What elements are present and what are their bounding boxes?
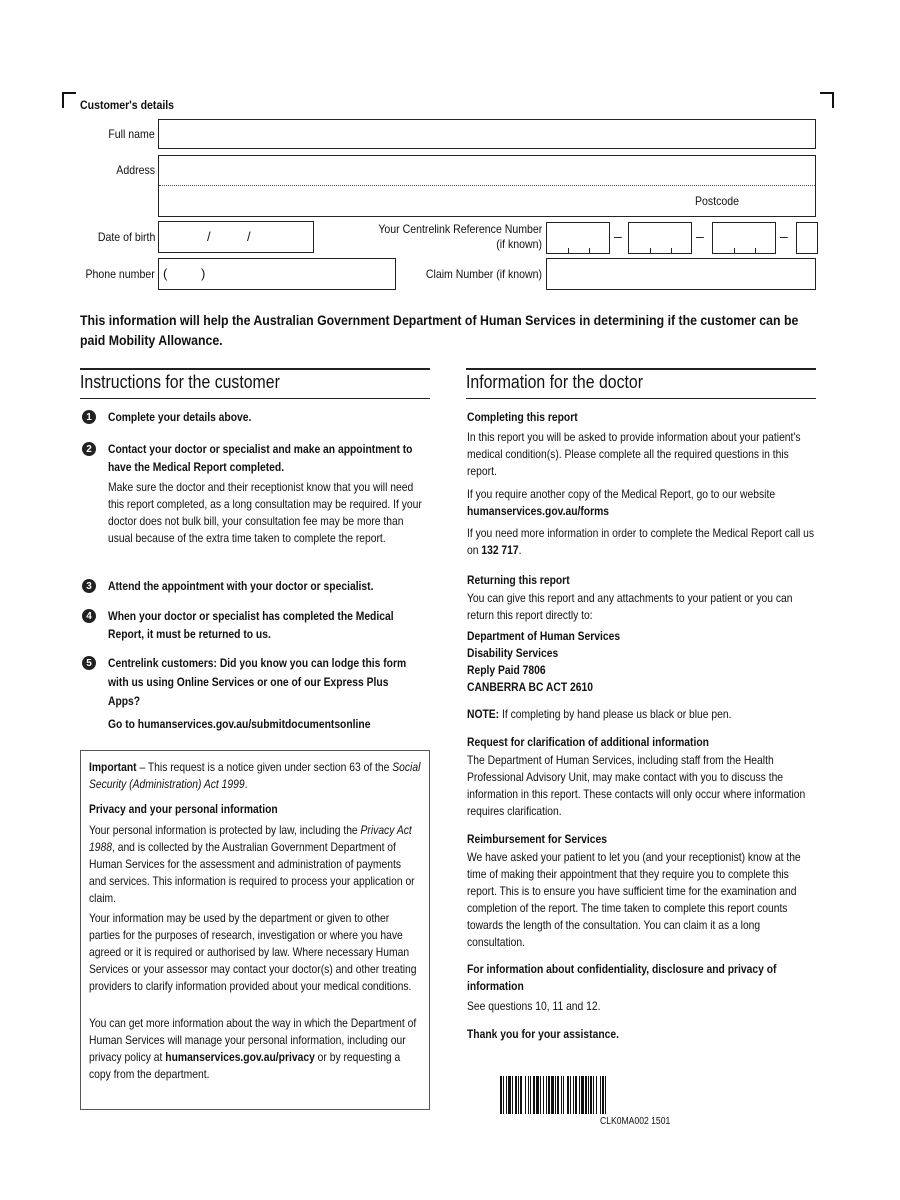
dob-separator-2: / — [247, 229, 251, 244]
barcode — [500, 1076, 710, 1116]
barcode-code: CLK0MA002 1501 — [600, 1116, 671, 1127]
customer-details-heading: Customer's details — [80, 98, 175, 112]
address-divider — [159, 185, 815, 186]
step-2-detail: Make sure the doctor and their receptionist know that you will need this report completed, as a long consultation may be required. If your doctor does not bulk bill, your consultation fee may be more than usual because of the extra time taken to complete the report. — [108, 480, 422, 545]
crn-dash-2: – — [696, 228, 704, 244]
confidentiality-paragraph: See questions 10, 11 and 12. — [467, 999, 601, 1013]
returning-paragraph: You can give this report and any attachments to your patient or you can return this report directly to: — [467, 591, 793, 622]
step-2-number: 2 — [82, 442, 96, 456]
privacy-p3-end: or by requesting a copy from the department. — [89, 1050, 401, 1081]
phone-field[interactable] — [158, 258, 396, 290]
crn-segment-4[interactable] — [796, 222, 818, 254]
privacy-p1-start: Your personal information is protected by law, including the — [89, 823, 361, 837]
return-address-line-4: CANBERRA BC ACT 2610 — [467, 680, 593, 694]
step-1-number: 1 — [82, 410, 96, 424]
step-5-number: 5 — [82, 656, 96, 670]
confidentiality-heading: For information about confidentiality, disclosure and privacy of information — [467, 962, 777, 993]
privacy-paragraph-3 — [89, 1015, 421, 1083]
reimbursement-paragraph: We have asked your patient to let you (and your receptionist) know at the time of making their appointment that they require you to complete this report. This is to ensure you have sufficient time for the examination and completion of the report. The time taken to complete this report counts towards the length of the consultation. You can claim it as a long consultation. — [467, 850, 801, 949]
note-label: NOTE: — [467, 707, 500, 721]
claim-number-field[interactable] — [546, 258, 816, 290]
postcode-label: Postcode — [694, 194, 739, 208]
important-act: Social Security (Administration) Act 1999 — [89, 760, 421, 791]
privacy-link[interactable]: humanservices.gov.au/privacy — [165, 1050, 315, 1064]
privacy-p3-start: You can get more information about the way in which the Department of Human Services will manage your personal information, including our privacy policy at — [89, 1016, 417, 1064]
customer-instructions-rule — [80, 398, 430, 399]
doctor-info-rule — [466, 398, 816, 399]
thanks-text: Thank you for your assistance. — [467, 1027, 619, 1041]
full-name-field[interactable] — [158, 119, 816, 149]
completing-paragraph-1: In this report you will be asked to provide information about your patient's medical condition(s). Please complete all the required questions in this report. — [467, 430, 801, 478]
returning-heading: Returning this report — [467, 573, 570, 587]
important-label: Important — [89, 760, 137, 774]
phone-label: Phone number — [85, 267, 155, 281]
step-5-text: Centrelink customers: Did you know you can lodge this form with us using Online Services or one of our Express Plus Apps? — [108, 656, 407, 708]
address-label: Address — [116, 163, 155, 177]
crop-mark-top-left — [62, 92, 76, 108]
completing-paragraph-2 — [467, 486, 814, 520]
return-address-line-3: Reply Paid 7806 — [467, 663, 546, 677]
phone-number: 132 717 — [481, 543, 519, 557]
important-privacy-box — [80, 750, 430, 1110]
step-2-text: Contact your doctor or specialist and make an appointment to have the Medical Report completed. — [108, 442, 413, 474]
crop-mark-top-right — [820, 92, 834, 108]
step-4-text: When your doctor or specialist has completed the Medical Report, it must be returned to us. — [108, 609, 394, 641]
return-address-line-1: Department of Human Services — [467, 629, 621, 643]
completing-p3-text: If you need more information in order to complete the Medical Report call us on — [467, 526, 815, 557]
step-1-text: Complete your details above. — [108, 410, 252, 424]
forms-link[interactable]: humanservices.gov.au/forms — [467, 504, 610, 518]
crn-label-line1: Your Centrelink Reference Number — [378, 222, 542, 236]
privacy-p1-end: , and is collected by the Australian Government Department of Human Services for the assessment and administration of payments and services. This information is required to process your application or claim. — [89, 840, 415, 905]
note-text: If completing by hand please us black or blue pen. — [499, 707, 732, 721]
phone-paren-close: ) — [201, 266, 206, 281]
phone-paren-open: ( — [163, 266, 168, 281]
doctor-info-top-rule — [466, 368, 816, 370]
reimbursement-heading: Reimbursement for Services — [467, 832, 607, 846]
completing-heading: Completing this report — [467, 410, 578, 424]
step-3-number: 3 — [82, 579, 96, 593]
crn-segment-3[interactable] — [712, 222, 776, 254]
customer-instructions-title: Instructions for the customer — [80, 372, 280, 392]
intro-text: This information will help the Australian Government Department of Human Services in determining if the customer can be paid Mobility Allowance. — [80, 312, 799, 348]
clarification-paragraph: The Department of Human Services, including staff from the Health Professional Advisory Unit, may make contact with you to discuss the information in this report. These contacts will only occur where information requires clarification. — [467, 753, 806, 818]
step-3-text: Attend the appointment with your doctor or specialist. — [108, 579, 374, 593]
privacy-act: Privacy Act 1988 — [89, 823, 412, 854]
important-text: – This request is a notice given under section 63 of the — [136, 760, 393, 774]
crn-label-line2: (if known) — [496, 237, 542, 251]
dob-field[interactable] — [158, 221, 314, 253]
step-5-link[interactable]: Go to humanservices.gov.au/submitdocumentsonline — [108, 717, 371, 731]
privacy-paragraph-1 — [89, 822, 421, 907]
claim-number-label: Claim Number (if known) — [425, 267, 542, 281]
dob-label: Date of birth — [97, 230, 155, 244]
clarification-heading: Request for clarification of additional information — [467, 735, 709, 749]
important-notice — [89, 759, 421, 793]
customer-instructions-top-rule — [80, 368, 430, 370]
crn-segment-1[interactable] — [546, 222, 610, 254]
crn-field[interactable] — [546, 222, 818, 254]
crn-dash-1: – — [614, 228, 622, 244]
completing-p3-end: . — [518, 543, 522, 557]
dob-separator-1: / — [207, 229, 211, 244]
note — [467, 706, 811, 723]
crn-segment-2[interactable] — [628, 222, 692, 254]
privacy-heading: Privacy and your personal information — [89, 802, 278, 816]
completing-paragraph-3 — [467, 525, 814, 559]
crn-dash-3: – — [780, 228, 788, 244]
completing-p2-text: If you require another copy of the Medical Report, go to our website — [467, 487, 776, 501]
return-address — [467, 628, 811, 696]
doctor-info-title: Information for the doctor — [466, 372, 643, 392]
return-address-line-2: Disability Services — [467, 646, 559, 660]
important-end: . — [244, 777, 248, 791]
privacy-paragraph-2: Your information may be used by the department or given to other parties for the purposes of research, investigation or where you have agreed or it is required or authorised by law. Where necessary Human Services or your assessor may contact your doctor(s) and other treating providers to clarify information provided about your medical conditions. — [89, 911, 417, 993]
step-4-number: 4 — [82, 609, 96, 623]
full-name-label: Full name — [108, 127, 155, 141]
address-field[interactable] — [158, 155, 816, 217]
